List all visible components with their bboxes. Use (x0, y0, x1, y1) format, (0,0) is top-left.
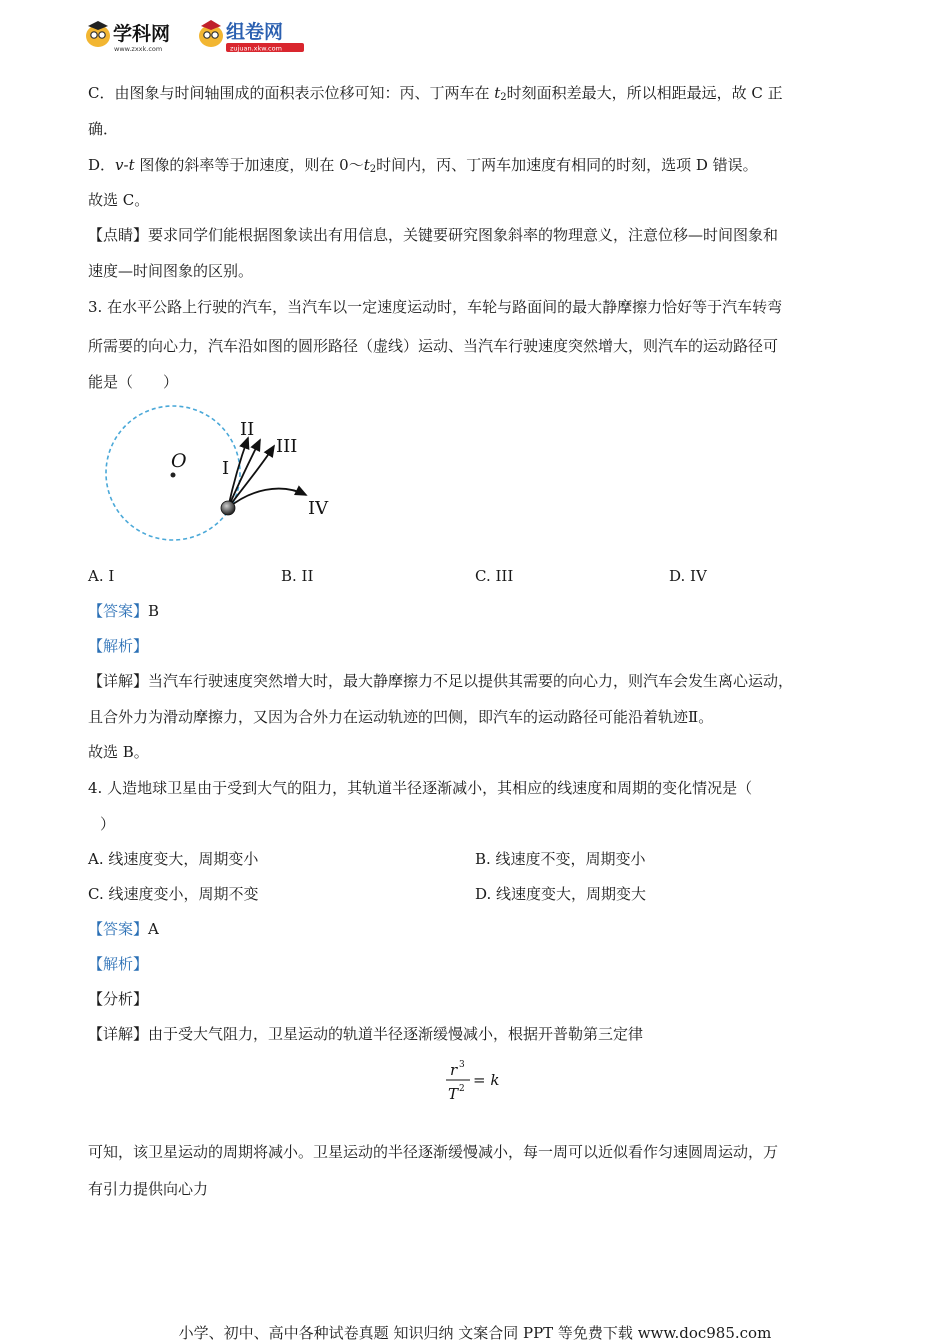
xkw-logo[interactable] (85, 12, 195, 56)
xkw-logo-url: www.zxxk.com (114, 45, 163, 53)
q4-option-c[interactable]: C. 线速度变小，周期不变 (88, 885, 259, 903)
q3-option-c[interactable]: C. III (475, 567, 514, 585)
q3-conclusion: 故选 B。 (88, 743, 149, 761)
q4-after-line1: 可知，该卫星运动的周期将减小。卫星运动的半径逐渐缓慢减小，每一周可以近似看作匀速圆周运动，万 (88, 1143, 779, 1161)
q4-stem-line2: ） (100, 815, 116, 833)
q4-fenxi-heading: 【分析】 (88, 990, 149, 1008)
q3-stem-line3: 能是（ ） (88, 373, 179, 391)
zjw-logo[interactable] (198, 12, 313, 56)
q3-stem-line2: 所需要的向心力，汽车沿如图的圆形路径（虚线）运动、当汽车行驶速度突然增大，则汽车的运动路径可 (88, 337, 779, 355)
xkw-logo-text: 学科网 (113, 23, 171, 45)
svg-text:2: 2 (459, 1084, 465, 1094)
q4-answer: 【答案】A (88, 920, 159, 938)
page-header (85, 12, 325, 56)
tip-line2: 速度—时间图象的区别。 (88, 262, 254, 280)
q3-stem-line1: 3. 在水平公路上行驶的汽车，当汽车以一定速度运动时，车轮与路面间的最大静摩擦力恰好等于汽车转弯 (88, 298, 783, 316)
q4-stem-line1: 4. 人造地球卫星由于受到大气的阻力，其轨道半径逐渐减小，其相应的线速度和周期的变化情况是（ (88, 779, 753, 797)
q3-option-b[interactable]: B. II (281, 567, 314, 585)
option-c-explanation-line1: C．由图象与时间轴围成的面积表示位移可知：丙、丁两车在 $t_2$时刻面积差最大，所以相距最远，故 C 正 (88, 84, 783, 103)
q4-detail-line1: 【详解】由于受大气阻力，卫星运动的轨道半径逐渐缓慢减小，根据开普勒第三定律 (88, 1025, 644, 1043)
q3-detail-line1: 【详解】当汽车行驶速度突然增大时，最大静摩擦力不足以提供其需要的向心力，则汽车会发生离心运动， (88, 672, 794, 690)
option-d-explanation: D．v-t 图像的斜率等于加速度，则在 $0\sim t_2$时间内，丙、丁两车加速度有相同的时刻，选项 D 错误。 (88, 156, 758, 175)
q4-after-line2: 有引力提供向心力 (88, 1180, 209, 1198)
q3-option-d[interactable]: D. IV (669, 567, 707, 585)
q3-answer: 【答案】B (88, 602, 160, 620)
q3-option-a[interactable]: A. I (88, 567, 115, 585)
page-footer: 小学、初中、高中各种试卷真题 知识归纳 文案合同 PPT 等免费下载 www.doc985.com (178, 1324, 772, 1342)
svg-text:T: T (448, 1085, 459, 1103)
zjw-logo-text: 组卷网 (226, 21, 284, 43)
path-label-ii: II (240, 419, 255, 440)
path-label-iii: III (276, 436, 298, 457)
center-label: O (171, 450, 187, 472)
q4-analysis-heading: 【解析】 (88, 955, 149, 973)
q3-circular-path-figure (100, 400, 350, 550)
center-point (171, 473, 176, 478)
car-ball (221, 501, 235, 515)
path-label-i: I (222, 458, 230, 479)
path-label-iv: IV (308, 498, 329, 519)
q3-analysis-heading: 【解析】 (88, 637, 149, 655)
q4-option-d[interactable]: D. 线速度变大，周期变大 (475, 885, 647, 903)
tip-line1: 【点睛】要求同学们能根据图象读出有用信息，关键要研究图象斜率的物理意义，注意位移—时间图象和 (88, 226, 779, 244)
zjw-logo-url: zujuan.xkw.com (230, 44, 282, 53)
q4-option-b[interactable]: B. 线速度不变，周期变小 (475, 850, 646, 868)
q2-conclusion: 故选 C。 (88, 191, 150, 209)
svg-text:r: r (450, 1061, 458, 1079)
q4-option-a[interactable]: A. 线速度变大，周期变小 (88, 850, 259, 868)
option-c-explanation-line2: 确． (88, 120, 119, 138)
q3-detail-line2: 且合外力为滑动摩擦力，又因为合外力在运动轨迹的凹侧，即汽车的运动路径可能沿着轨迹Ⅱ。 (88, 708, 714, 726)
svg-text:3: 3 (459, 1060, 465, 1070)
kepler-formula (440, 1055, 510, 1105)
svg-text:= k: = k (473, 1071, 500, 1089)
